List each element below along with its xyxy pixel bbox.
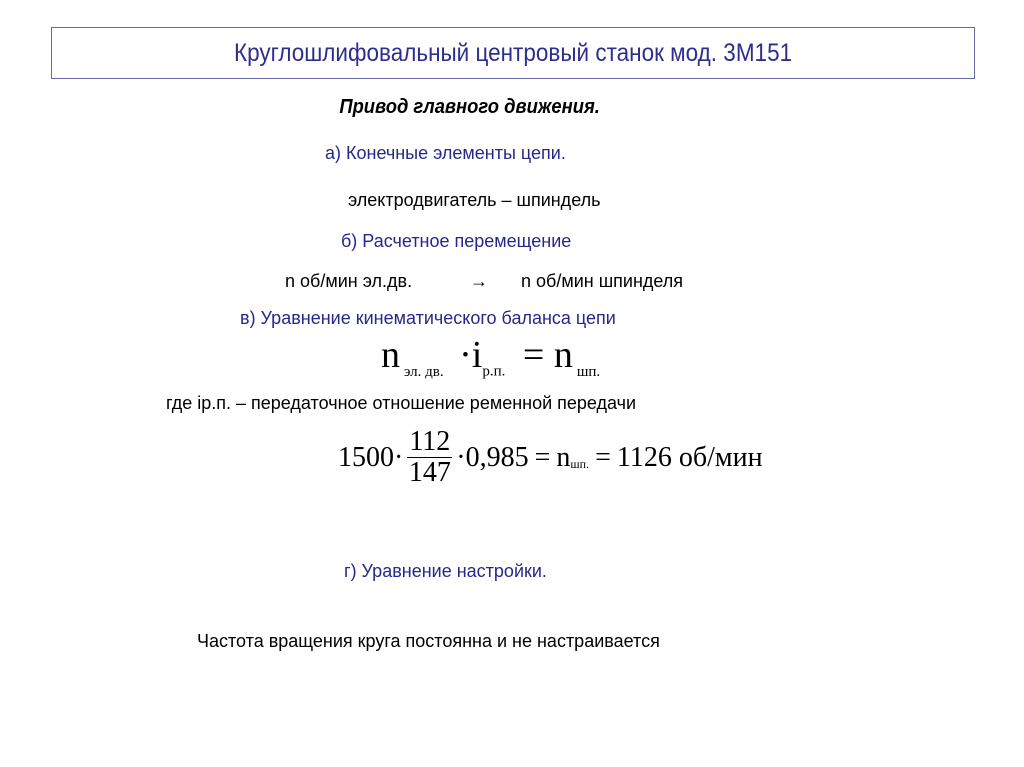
section-b-heading: б) Расчетное перемещение — [341, 231, 572, 251]
calc-coef: 0,985 — [465, 441, 529, 473]
slide-title: Круглошлифовальный центровый станок мод. 3М151 — [233, 38, 793, 67]
calc-result: 1126 об/мин — [616, 441, 763, 473]
calc-equals: = — [534, 441, 551, 473]
eq-n-spindle: n — [553, 334, 573, 376]
arrow-icon: → — [470, 271, 488, 291]
section-a-text: электродвигатель – шпиндель — [348, 190, 601, 210]
calc-sub: шп. — [570, 457, 590, 471]
calc-n: n — [556, 441, 571, 473]
section-b-left: n об/мин эл.дв. — [285, 271, 413, 291]
section-g-text: Частота вращения круга постоянна и не настраивается — [197, 631, 660, 651]
calc-numerator: 112 — [409, 426, 451, 457]
eq-n: n — [381, 334, 400, 376]
section-v-heading: в) Уравнение кинематического баланса цепи — [240, 308, 616, 328]
section-b-right: n об/мин шпинделя — [521, 271, 684, 291]
eq-dot: · — [459, 334, 472, 376]
section-a-heading: а) Конечные элементы цепи. — [325, 143, 566, 163]
section-g-heading: г) Уравнение настройки. — [344, 561, 547, 581]
title-box — [51, 27, 975, 79]
section-v-where: где iр.п. – передаточное отношение ременной передачи — [166, 393, 637, 413]
calculation-equation — [338, 427, 763, 488]
calc-1500: 1500 — [338, 441, 394, 473]
calc-equals: = — [595, 441, 611, 473]
calc-denominator: 147 — [408, 457, 451, 488]
eq-sub-motor: эл. дв. — [404, 363, 444, 380]
calc-dot: · — [456, 441, 466, 473]
calc-dot: · — [394, 441, 404, 473]
calc-fraction — [407, 427, 452, 488]
eq-equals: = — [522, 334, 545, 376]
slide-subtitle: Привод главного движения. — [339, 96, 600, 118]
eq-sub-belt: р.п. — [482, 363, 506, 380]
kinematic-balance-equation — [381, 333, 600, 381]
eq-i: i — [471, 334, 483, 376]
eq-sub-spindle: шп. — [576, 363, 601, 380]
